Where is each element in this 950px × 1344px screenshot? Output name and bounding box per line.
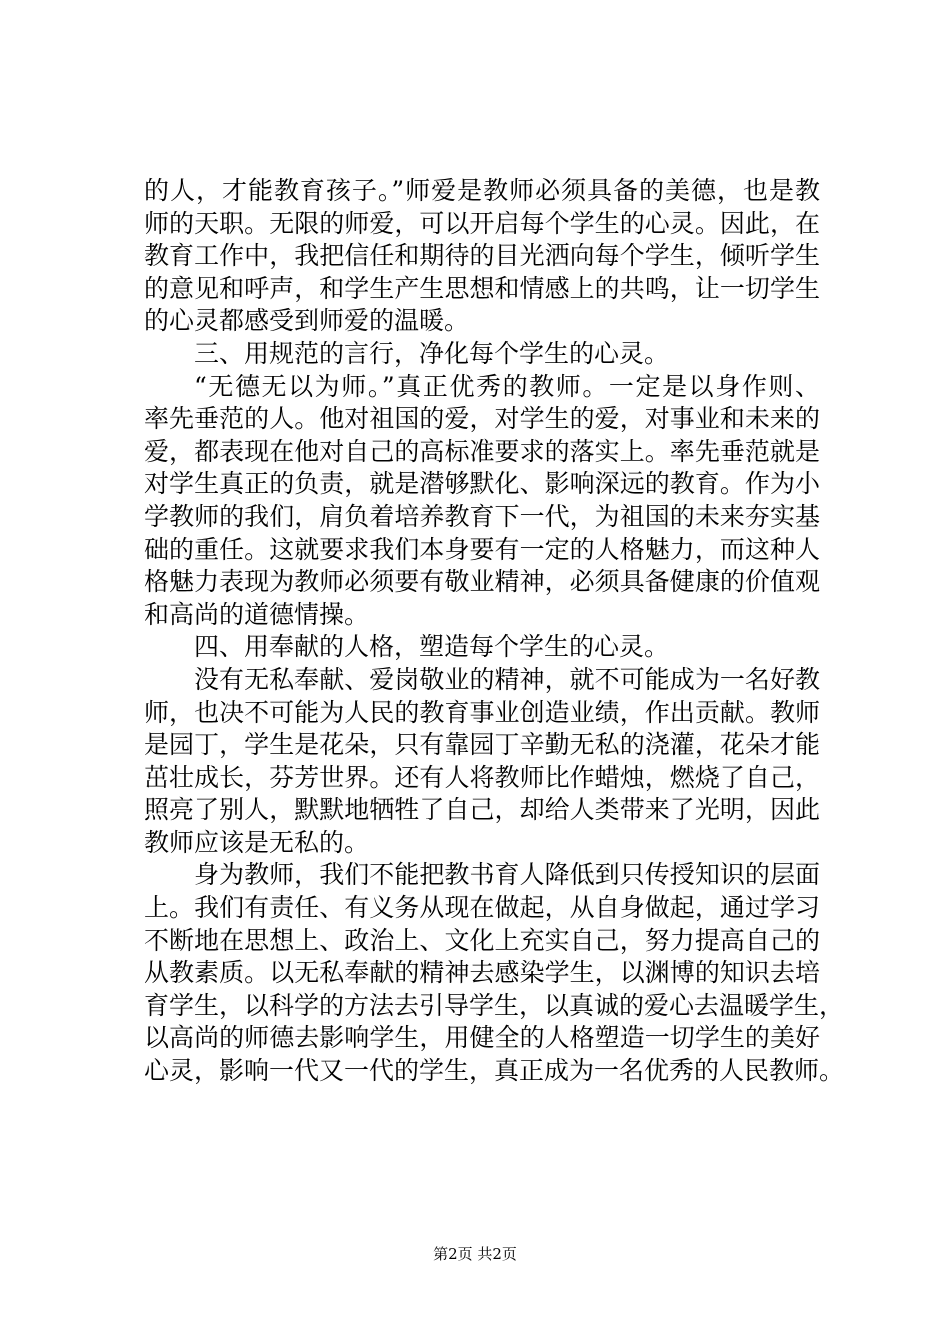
document-body: [144, 175, 845, 1088]
text-line: 教师应该是无私的。: [144, 827, 370, 857]
section-heading: [144, 631, 820, 664]
paragraph: [144, 175, 820, 338]
text-line: 四、用奉献的人格，塑造每个学生的心灵。: [194, 632, 670, 662]
text-line: 三、用规范的言行，净化每个学生的心灵。: [194, 338, 670, 368]
text-line: 学教师的我们，肩负着培养教育下一代，为祖国的未来夯实基: [144, 501, 820, 531]
text-line: 没有无私奉献、爱岗敬业的精神，就不可能成为一名好教: [194, 664, 820, 694]
text-line: 从教素质。以无私奉献的精神去感染学生，以渊博的知识去培: [144, 958, 820, 988]
text-line: “无德无以为师。”真正优秀的教师。一定是以身作则、: [194, 371, 820, 401]
text-line: 身为教师，我们不能把教书育人降低到只传授知识的层面: [194, 860, 820, 890]
text-line: 对学生真正的负责，就是潜够默化、影响深远的教育。作为小: [144, 469, 820, 499]
text-line: 的心灵都感受到师爱的温暖。: [144, 306, 470, 336]
text-line: 师，也决不可能为人民的教育事业创造业绩，作出贡献。教师: [144, 697, 820, 727]
text-line: 率先垂范的人。他对祖国的爱，对学生的爱，对事业和未来的: [144, 404, 820, 434]
paragraph: [144, 664, 820, 860]
text-line: 育学生，以科学的方法去引导学生，以真诚的爱心去温暖学生，: [144, 990, 845, 1020]
text-line: 茁壮成长，芬芳世界。还有人将教师比作蜡烛，燃烧了自己，: [144, 762, 820, 792]
page-number-footer: 第2页 共2页: [433, 1245, 517, 1263]
text-line: 不断地在思想上、政治上、文化上充实自己，努力提高自己的: [144, 925, 820, 955]
text-line: 格魅力表现为教师必须要有敬业精神，必须具备健康的价值观: [144, 567, 820, 597]
section-heading: [144, 338, 820, 371]
text-line: 爱，都表现在他对自己的高标准要求的落实上。率先垂范就是: [144, 436, 820, 466]
text-line: 上。我们有责任、有义务从现在做起，从自身做起，通过学习: [144, 893, 820, 923]
text-line: 教育工作中，我把信任和期待的目光洒向每个学生，倾听学生: [144, 241, 820, 271]
text-line: 是园丁，学生是花朵，只有靠园丁辛勤无私的浇灌，花朵才能: [144, 730, 820, 760]
text-line: 的人，才能教育孩子。”师爱是教师必须具备的美德，也是教: [144, 176, 820, 205]
text-line: 和高尚的道德情操。: [144, 599, 370, 629]
text-line: 础的重任。这就要求我们本身要有一定的人格魅力，而这种人: [144, 534, 820, 564]
text-line: 照亮了别人，默默地牺牲了自己，却给人类带来了光明，因此: [144, 795, 820, 825]
text-line: 心灵，影响一代又一代的学生，真正成为一名优秀的人民教师。: [144, 1056, 845, 1086]
paragraph: [144, 859, 845, 1087]
text-line: 的意见和呼声，和学生产生思想和情感上的共鸣，让一切学生: [144, 273, 820, 303]
text-line: 师的天职。无限的师爱，可以开启每个学生的心灵。因此，在: [144, 208, 820, 238]
paragraph: [144, 371, 820, 632]
text-line: 以高尚的师德去影响学生，用健全的人格塑造一切学生的美好: [144, 1023, 820, 1053]
